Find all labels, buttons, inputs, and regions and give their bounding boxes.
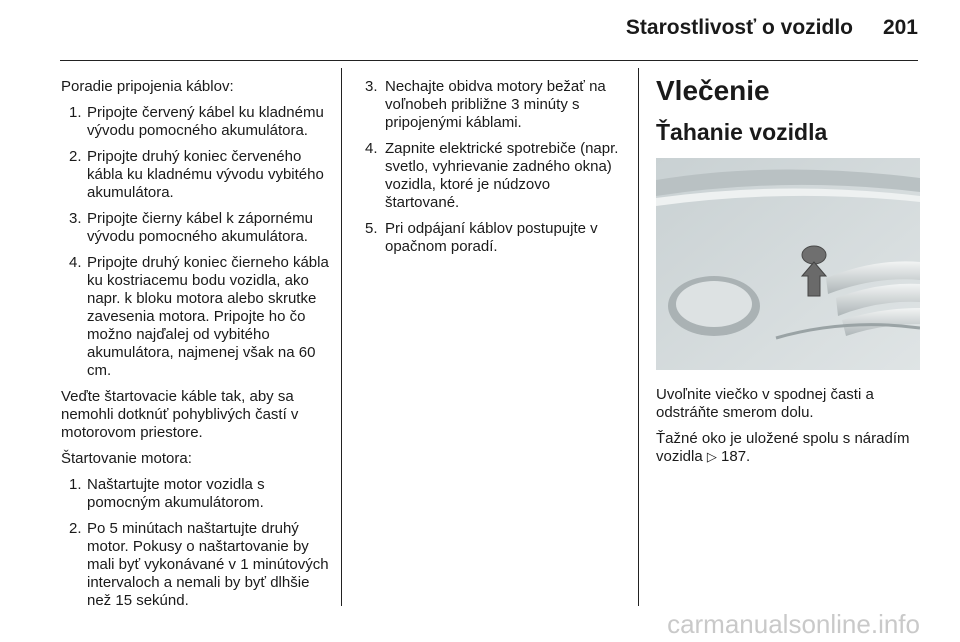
cover-removal-text: Uvoľnite viečko v spodnej časti a odstráňte smerom dolu.	[656, 386, 874, 421]
page-header-title: Starostlivosť o vozidlo	[625, 16, 853, 39]
step-number: 1.	[69, 104, 82, 121]
step-number: 5.	[365, 220, 378, 237]
connection-order-intro: Poradie pripojenia káblov:	[61, 78, 234, 95]
step-number: 3.	[365, 78, 378, 95]
step-number: 4.	[365, 140, 378, 157]
page-number: 201	[882, 16, 918, 39]
page-reference-icon: ▷	[706, 449, 717, 464]
page-reference-link[interactable]: 187.	[721, 448, 751, 465]
connection-steps-list	[61, 104, 329, 380]
list-item	[61, 476, 329, 512]
towing-eye-cover-illustration	[656, 158, 920, 370]
section-heading: Vlečenie	[656, 75, 770, 106]
step-number: 2.	[69, 148, 82, 165]
column-divider-left	[341, 68, 342, 606]
step-number: 1.	[69, 476, 82, 493]
towing-eye-location-text	[656, 430, 922, 466]
step-number: 4.	[69, 254, 82, 271]
step-text: Pripojte čierny kábel k zápornému vývodu pomocného akumulátora.	[87, 210, 313, 245]
step-text: Naštartujte motor vozidla s pomocným akumulátorom.	[87, 476, 265, 511]
list-item	[365, 220, 627, 256]
watermark: carmanualsonline.info	[667, 609, 920, 639]
continued-steps-list	[365, 78, 627, 256]
step-number: 3.	[69, 210, 82, 227]
column-divider-right	[638, 68, 639, 606]
step-text: Pri odpájaní káblov postupujte v opačnom poradí.	[385, 220, 598, 255]
start-steps-list	[61, 476, 329, 610]
subsection-heading: Ťahanie vozidla	[656, 119, 828, 145]
step-text: Pripojte červený kábel ku kladnému vývodu pomocného akumulátora.	[87, 104, 324, 139]
step-text: Pripojte druhý koniec čierneho kábla ku kostriacemu bodu vozidla, ako napr. k bloku motora alebo skrutke zavesenia motora. Pripojte ho čo možno najďalej od vybitého akumulátora, najmenej však na 60 cm.	[87, 254, 329, 379]
list-item	[61, 104, 329, 140]
list-item	[365, 78, 627, 132]
step-text: Pripojte druhý koniec červeného kábla ku kladnému vývodu vybitého akumulátora.	[87, 148, 324, 201]
list-item	[61, 148, 329, 202]
cable-routing-paragraph: Veďte štartovacie káble tak, aby sa nemohli dotknúť pohyblivých častí v motorovom priestore.	[61, 388, 299, 441]
list-item	[61, 254, 329, 380]
engine-start-intro: Štartovanie motora:	[61, 450, 192, 467]
column-2	[365, 78, 627, 264]
step-number: 2.	[69, 520, 82, 537]
step-text: Po 5 minútach naštartujte druhý motor. Pokusy o naštartovanie by mali byť vykonávané v 1 minútových intervaloch a nemali by byť dlhšie než 15 sekúnd.	[87, 520, 329, 609]
list-item	[61, 520, 329, 610]
list-item	[61, 210, 329, 246]
towing-eye-text: Ťažné oko je uložené spolu s náradím vozidla	[656, 430, 910, 465]
header-divider	[60, 60, 918, 61]
column-3	[656, 74, 922, 474]
list-item	[365, 140, 627, 212]
step-text: Nechajte obidva motory bežať na voľnobeh približne 3 minúty s pripojenými káblami.	[385, 78, 606, 131]
column-1	[61, 78, 329, 618]
step-text: Zapnite elektrické spotrebiče (napr. svetlo, vyhrievanie zadného okna) vozidla, ktoré je núdzovo štartované.	[385, 140, 619, 211]
